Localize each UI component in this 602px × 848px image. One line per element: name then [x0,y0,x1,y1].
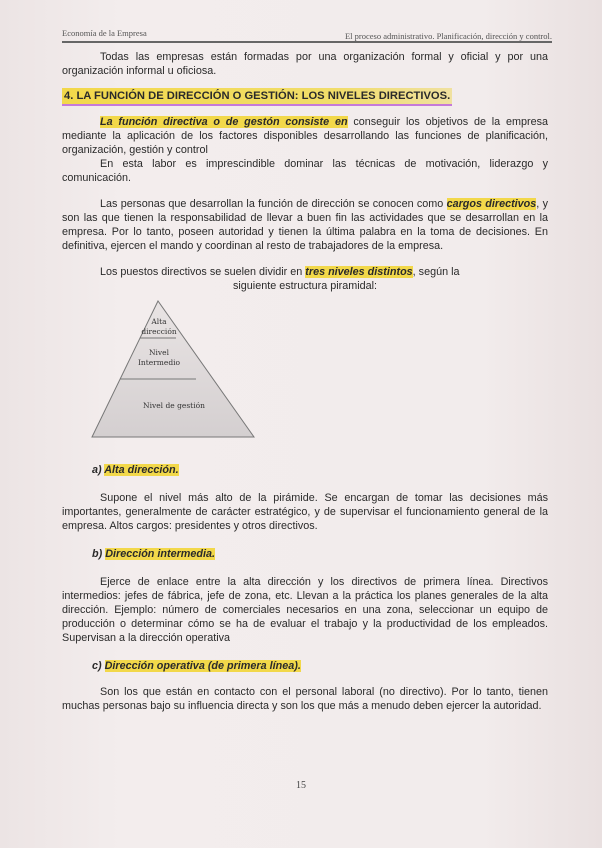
paragraph-alta: Supone el nivel más alto de la pirámide. Se encargan de tomar las decisiones más importantes, generalmente de carácter estratégico, y de supervisar el funcionamiento general de la empresa. Altos cargos: presidentes y otros directivos. [62,492,548,532]
levels-text-b: , según la [412,266,460,278]
cargos-text-b: , y son las que tienen la responsabilidad de llevar a buen fin las actividades que se desarrollan en la empresa. Por lo tanto, poseen autoridad y tienen la última palabra en la toma de decisiones. En definitiva, ejercen el mando y coordinan al resto de trabajadores de la empresa. [62,198,548,252]
subsection-c-title: Dirección operativa (de primera línea). [104,660,301,672]
header-right: El proceso administrativo. Planificación, dirección y control. [344,31,552,41]
subsection-c-label: c) [92,660,105,672]
page-number: 15 [296,780,306,791]
definition-rest: conseguir los objetivos de la empresa mediante la aplicación de los factores disponibles desarrollando las funciones de planificación, organización, gestión y control [62,116,548,156]
pyramid-mid-label-2: Intermedio [137,358,181,367]
definition-lead: La función directiva o de gestón consiste en [100,116,348,128]
section-title: 4. LA FUNCIÓN DE DIRECCIÓN O GESTIÓN: LOS NIVELES DIRECTIVOS. [62,88,452,106]
cargos-text-a: Las personas que desarrollan la función de dirección se conocen como [100,198,447,210]
paragraph-cargos [62,197,548,253]
subsection-a [62,463,548,477]
levels-text-a: Los puestos directivos se suelen dividir en [100,266,306,278]
pyramid-top-label-2: dirección [141,327,177,336]
subsection-b [62,547,548,561]
paragraph-intermedia: Ejerce de enlace entre la alta dirección y los directivos de primera línea. Directivos intermedios: jefes de fábrica, jefe de zona, etc. Llevan a la práctica los planes generales de la alta dirección. Ejemplo: número de comerciales necesarios en una zona, seleccionar un equipo de producción o determinar cómo se ha de evaluar el trabajo y la productividad de los empleados. Supervisan a la dirección operativa [62,576,548,644]
pyramid-mid-label-1: Nivel [148,348,170,357]
paragraph-intro: Todas las empresas están formadas por una organización formal y oficial y por una organización informal u oficiosa. [62,51,548,77]
pyramid-svg [62,293,548,463]
page-header [62,26,552,42]
paragraph-definition [62,115,548,157]
paragraph-operativa: Son los que están en contacto con el personal laboral (no directivo). Por lo tanto, tienen muchas personas bajo su influencia directa y son los que más a menudo deben ejercer la autoridad. [62,686,548,712]
pyramid-top-label-1: Alta [151,317,167,326]
subsection-a-title: Alta dirección. [104,464,179,476]
subsection-c [62,659,548,673]
levels-line2: siguiente estructura piramidal: [232,280,378,292]
pyramid-shape [92,301,254,437]
cargos-term: cargos directivos [446,198,537,210]
pyramid-diagram [62,293,548,463]
subsection-b-title: Dirección intermedia. [105,548,216,560]
header-left: Economía de la Empresa [62,28,147,38]
levels-term: tres niveles distintos [305,266,413,278]
paragraph-skills: En esta labor es imprescindible dominar las técnicas de motivación, liderazgo y comunicación. [62,158,548,184]
page-body [62,50,548,713]
pyramid-bottom-label: Nivel de gestión [143,401,205,410]
paragraph-levels [62,265,548,279]
subsection-b-label: b) [92,548,106,560]
header-rule [62,41,552,43]
subsection-a-label: a) [92,464,105,476]
